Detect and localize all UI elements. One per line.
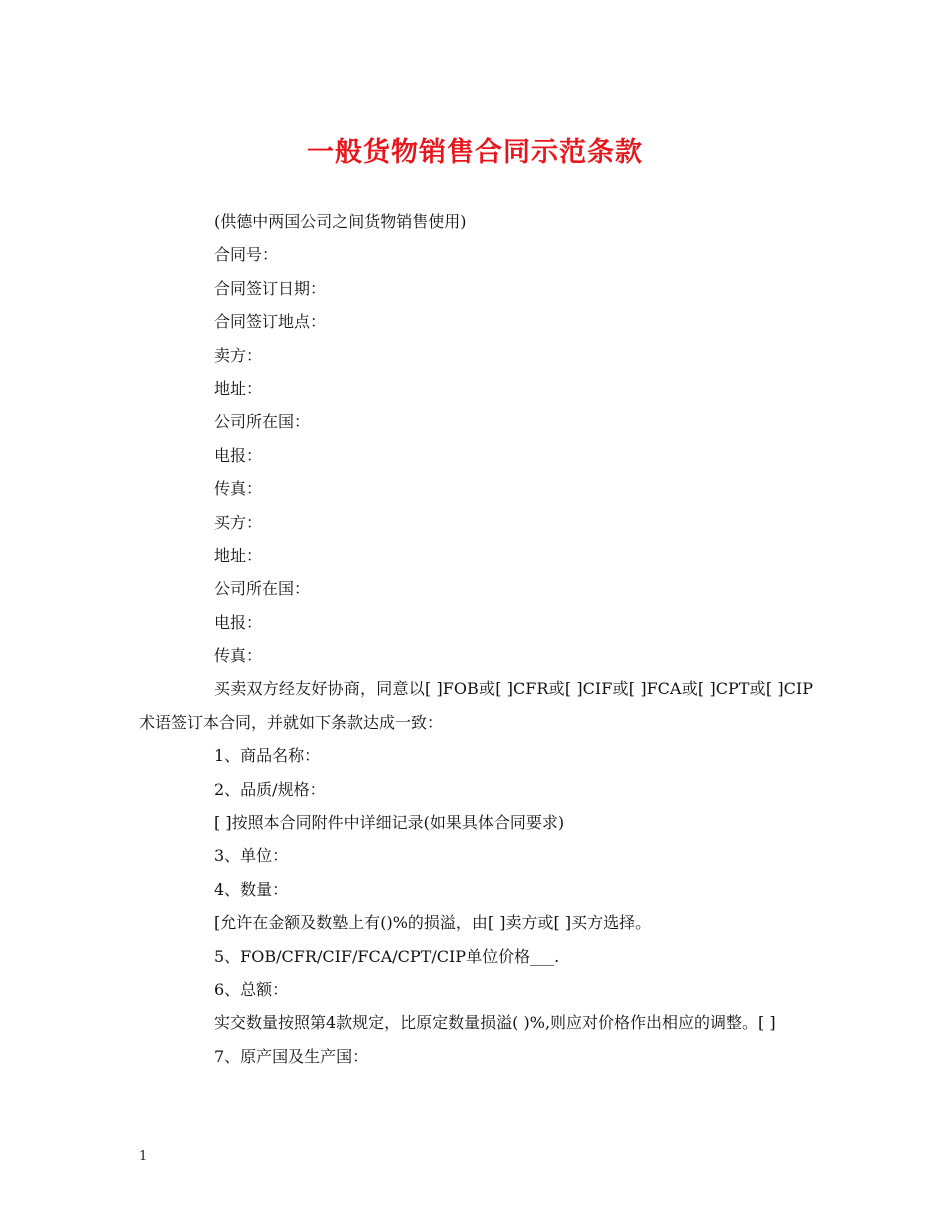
contract-number-field: 合同号： xyxy=(214,245,279,265)
buyer-field: 买方： xyxy=(214,512,263,532)
document-body xyxy=(139,205,813,1073)
buyer-telegram-field: 电报： xyxy=(214,612,263,632)
buyer-address-field: 地址： xyxy=(214,545,263,565)
clause-origin: 7、原产国及生产国： xyxy=(214,1046,369,1066)
document-title: 一般货物销售合同示范条款 xyxy=(307,137,643,168)
buyer-fax-field: 传真： xyxy=(214,646,263,666)
seller-fax-field: 传真： xyxy=(214,479,263,499)
clause-unit: 3、单位： xyxy=(214,846,289,866)
usage-note: (供德中两国公司之间货物销售使用) xyxy=(214,212,467,231)
trade-terms-paragraph: 买卖双方经友好协商，同意以[ ]FOB或[ ]CFR或[ ]CIF或[ ]FCA或[ ]CPT或[ ]CIP术语签订本合同，并就如下条款达成一致： xyxy=(139,679,813,732)
clause-quality-annex: [ ]按照本合同附件中详细记录(如果具体合同要求) xyxy=(214,813,565,833)
signing-date-field: 合同签订日期： xyxy=(214,278,327,298)
signing-place-field: 合同签订地点： xyxy=(214,312,327,332)
adjustment-paragraph: 实交数量按照第4款规定，比原定数量损溢( )%,则应对价格作出相应的调整。[ ] xyxy=(214,1013,776,1033)
clause-quantity: 4、数量： xyxy=(214,879,289,899)
clause-goods-name: 1、商品名称： xyxy=(214,746,321,766)
buyer-country-field: 公司所在国： xyxy=(214,579,311,599)
seller-telegram-field: 电报： xyxy=(214,445,263,465)
seller-address-field: 地址： xyxy=(214,378,263,398)
page-number: 1 xyxy=(139,1149,148,1164)
seller-field: 卖方： xyxy=(214,345,263,365)
clause-quantity-tolerance: [允许在金额及数塾上有()%的损溢，由[ ]卖方或[ ]买方选择。 xyxy=(214,913,652,933)
clause-unit-price: 5、FOB/CFR/CIF/FCA/CPT/CIP单位价格___. xyxy=(214,946,560,966)
clause-quality-spec: 2、品质/规格： xyxy=(214,779,326,799)
clause-total-amount: 6、总额： xyxy=(214,980,289,1000)
seller-country-field: 公司所在国： xyxy=(214,412,311,432)
